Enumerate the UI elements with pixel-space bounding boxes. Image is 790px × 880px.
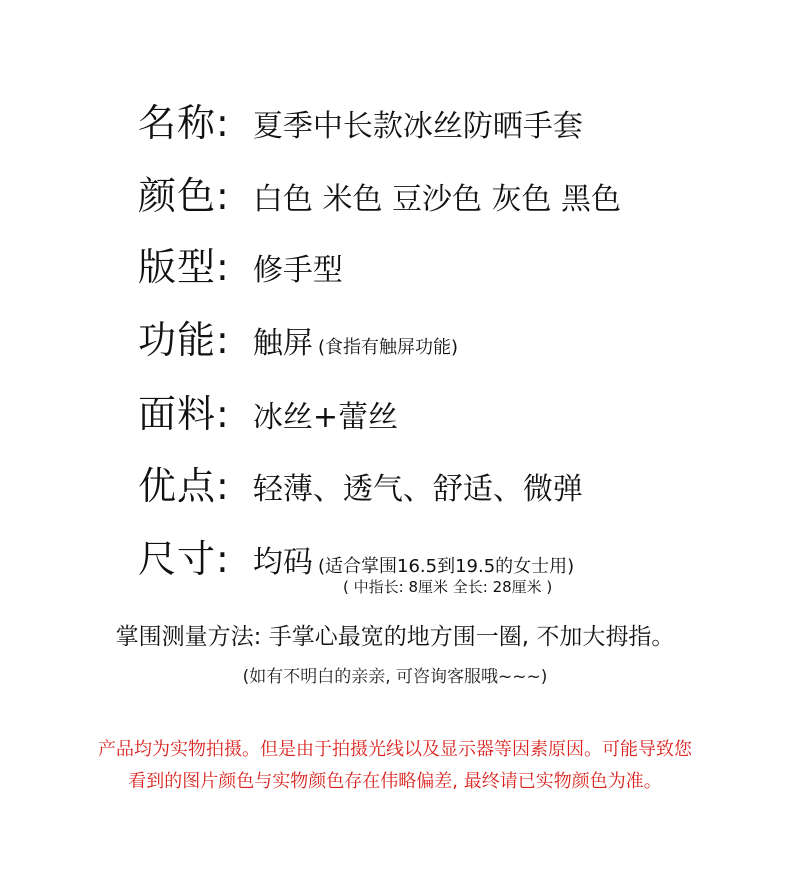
measurement-method: 掌围测量方法: 手掌心最宽的地方围一圈, 不加大拇指。: [115, 624, 675, 650]
spec-row-features: [138, 455, 583, 510]
spec-value-name: 夏季中长款冰丝防晒手套: [252, 109, 583, 144]
spec-value-fit: 修手型: [252, 253, 343, 288]
spec-label-color: 颜色:: [138, 174, 230, 218]
disclaimer-line-2: 看到的图片颜色与实物颜色存在伟略偏差, 最终请已实物颜色为准。: [128, 771, 662, 792]
size-detail-note: ( 中指长: 8厘米 全长: 28厘米 ): [343, 578, 553, 596]
spec-value-size: 均码: [252, 545, 313, 580]
spec-value-fabric: 冰丝+蕾丝: [252, 400, 399, 435]
spec-label-fabric: 面料:: [138, 392, 230, 436]
spec-note-function: (食指有触屏功能): [318, 337, 459, 358]
spec-note-size: (适合掌围16.5到19.5的女士用): [318, 556, 575, 577]
spec-label-function: 功能:: [138, 318, 230, 362]
spec-row-color: [138, 165, 621, 220]
spec-row-name: [138, 92, 583, 147]
disclaimer-line-1: 产品均为实物拍摄。但是由于拍摄光线以及显示器等因素原因。可能导致您: [98, 739, 692, 760]
spec-row-fabric: [138, 383, 398, 438]
spec-value-color: 白色 米色 豆沙色 灰色 黑色: [252, 182, 622, 217]
spec-row-fit: [138, 236, 343, 291]
spec-label-fit: 版型:: [138, 245, 230, 289]
spec-value-features: 轻薄、透气、舒适、微弹: [252, 472, 583, 507]
spec-value-function: 触屏: [252, 326, 313, 361]
spec-label-name: 名称:: [138, 101, 230, 145]
spec-label-features: 优点:: [138, 464, 230, 508]
spec-row-size: [138, 528, 574, 583]
measurement-note: (如有不明白的亲亲, 可咨询客服哦~~~): [242, 667, 548, 687]
spec-row-function: [138, 309, 458, 364]
spec-label-size: 尺寸:: [138, 537, 230, 581]
color-disclaimer: [0, 734, 790, 798]
